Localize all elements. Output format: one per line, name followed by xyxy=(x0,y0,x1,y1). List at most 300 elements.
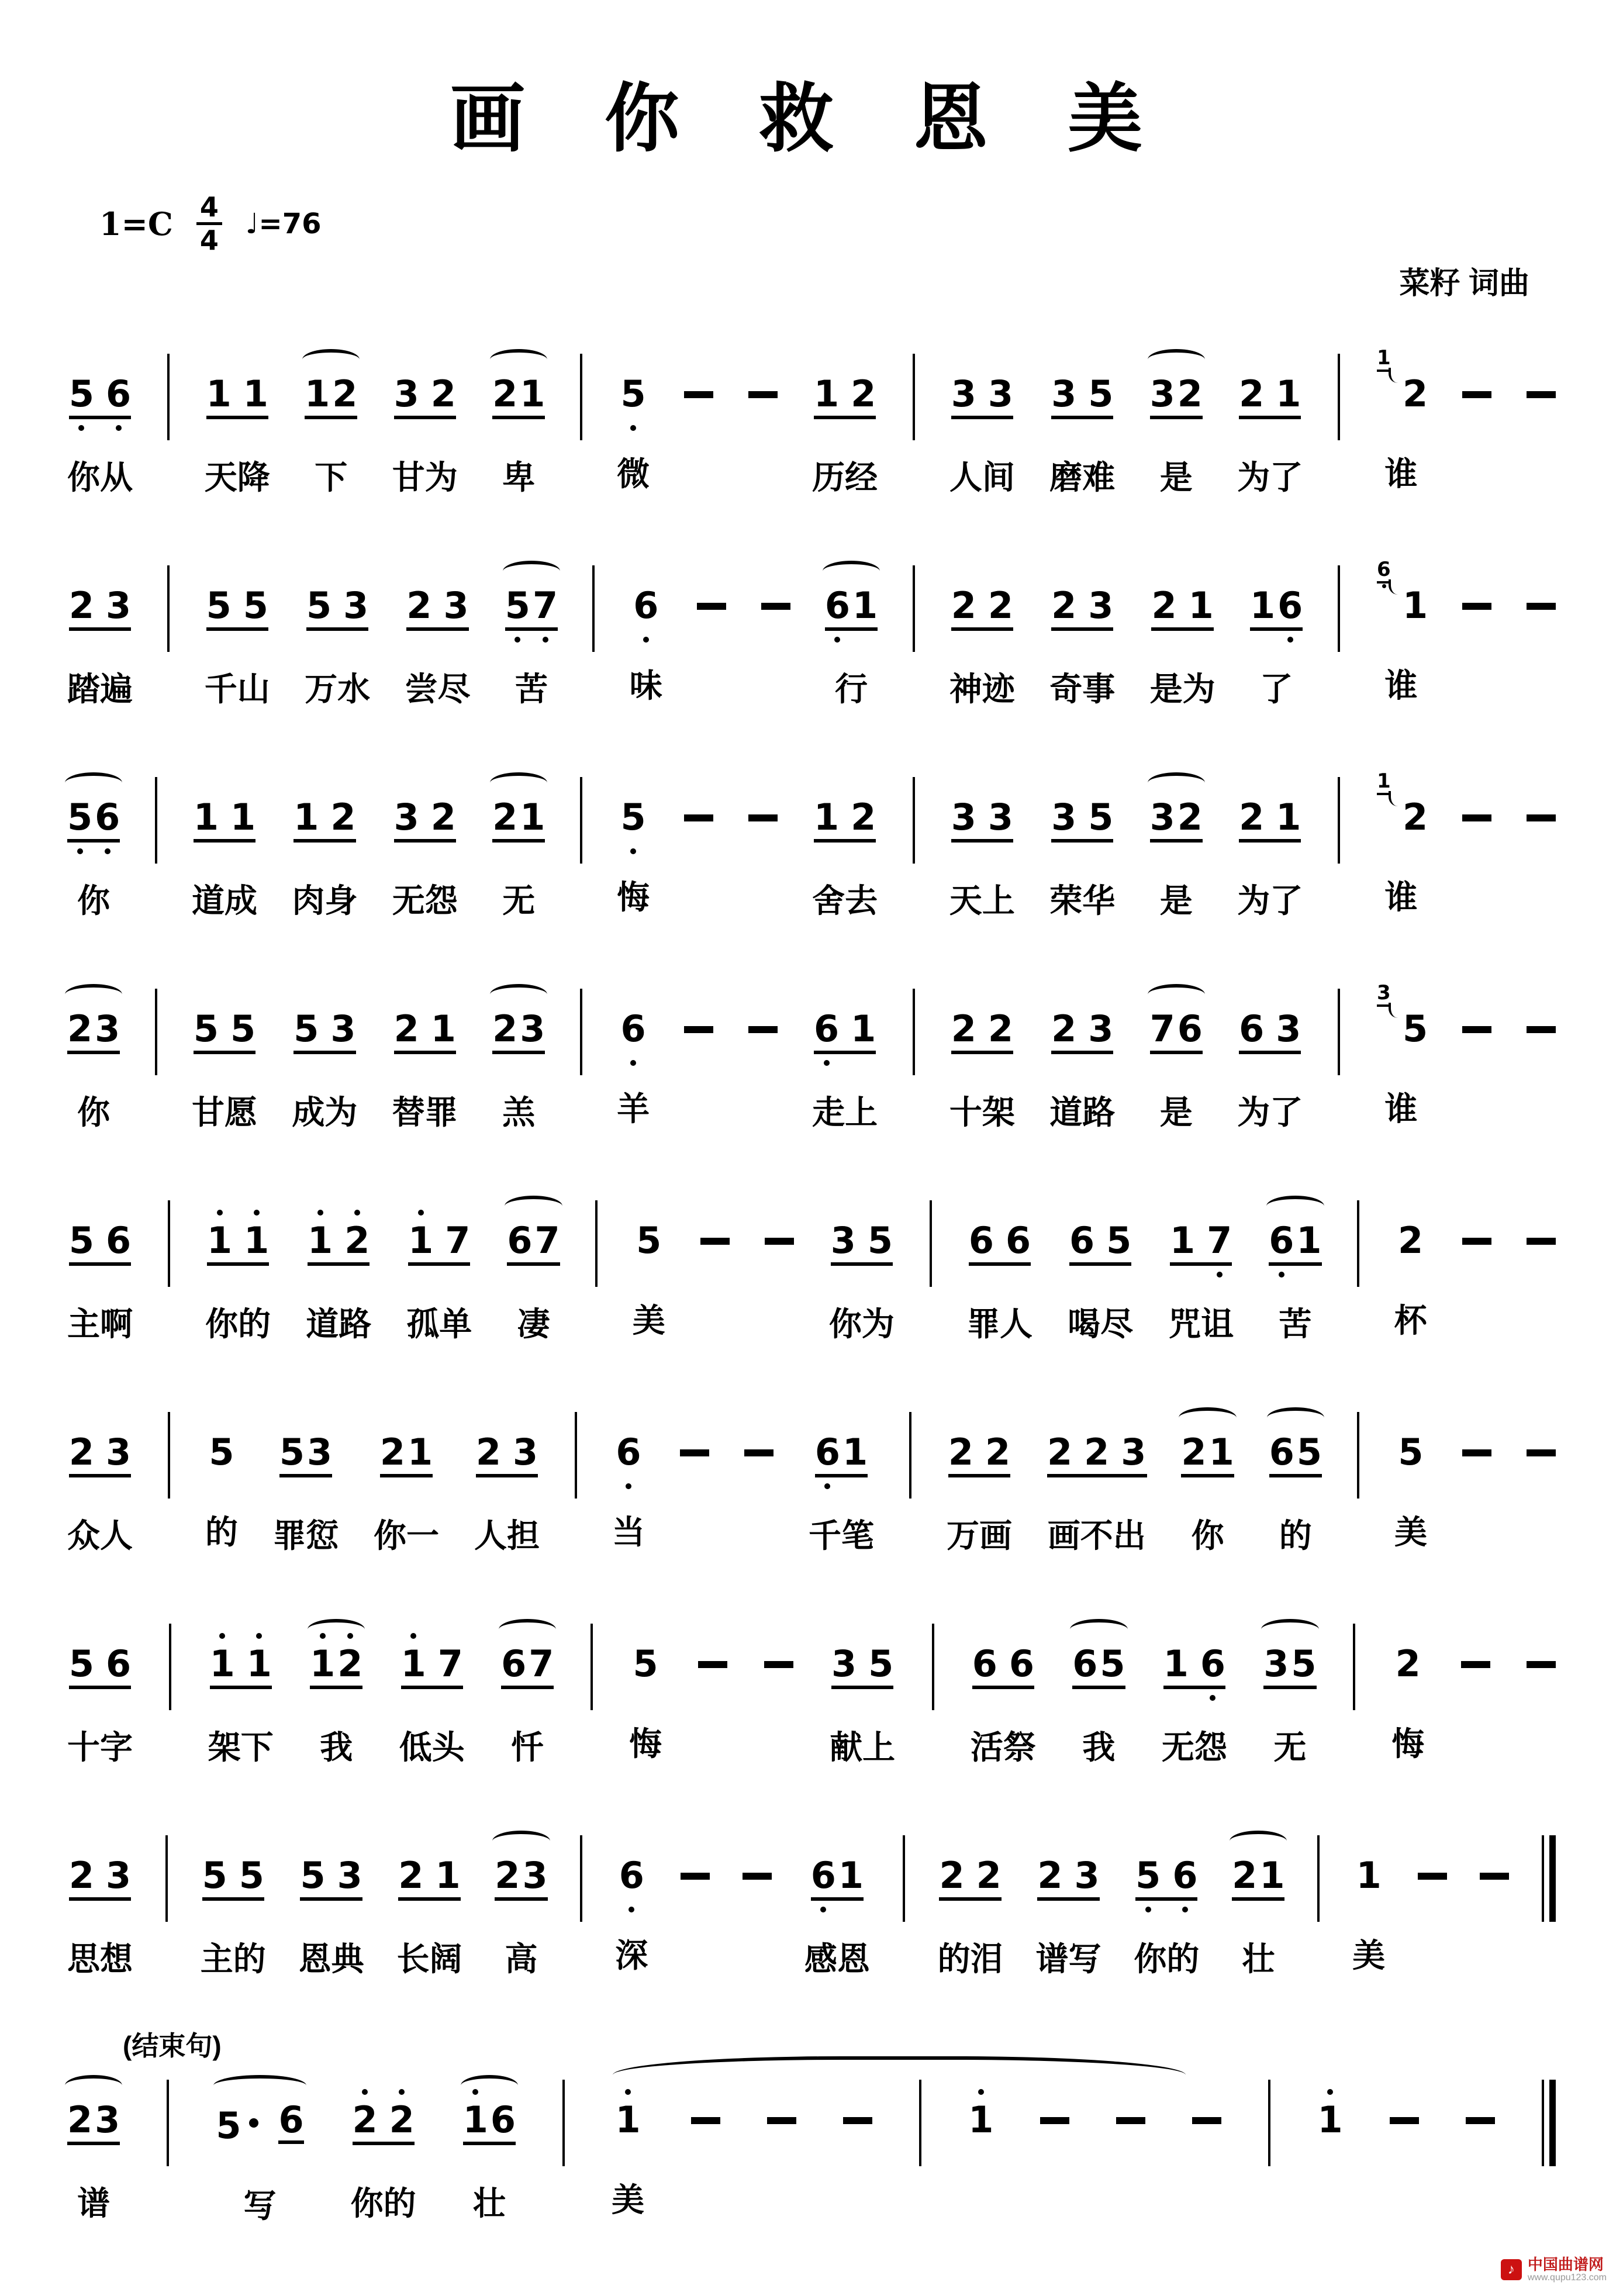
lyric-text: 美 xyxy=(612,2181,645,2218)
note-group xyxy=(67,1190,133,1345)
note-digit: 2 xyxy=(987,1007,1014,1050)
note-group xyxy=(474,1401,540,1557)
note-digit: 2 xyxy=(393,1007,419,1050)
dash-note xyxy=(843,2117,872,2124)
notes xyxy=(408,1190,470,1290)
note-digit: 3 xyxy=(95,1007,120,1050)
note-group xyxy=(67,2069,120,2225)
composer-credit: 菜籽 词曲 xyxy=(1399,266,1529,301)
barline xyxy=(167,2080,169,2166)
lyric-text: 谁 xyxy=(1384,1090,1418,1127)
note-cluster xyxy=(951,584,1014,631)
notes xyxy=(394,343,456,444)
note-group xyxy=(809,1401,874,1557)
lyric-text: 万画 xyxy=(947,1517,1012,1554)
note-group xyxy=(1150,343,1203,499)
barline xyxy=(903,1835,905,1922)
note-group xyxy=(1049,978,1115,1134)
note-digit: 3 xyxy=(513,1430,538,1473)
time-signature-bottom: 4 xyxy=(199,225,219,257)
note-cluster xyxy=(202,1853,264,1901)
note-digit: 1 xyxy=(246,1642,272,1685)
slur-arc xyxy=(302,349,360,370)
note-digit: 5 xyxy=(279,1430,305,1473)
barline xyxy=(913,777,915,864)
note-digit: 6 xyxy=(1200,1642,1226,1685)
note-digit: 5 xyxy=(216,2104,241,2147)
note-digit: 2 xyxy=(1239,795,1265,838)
note-cluster xyxy=(1051,795,1114,843)
note-digit: 1 xyxy=(852,584,878,627)
notes xyxy=(951,978,1013,1079)
lyric-text: 甘愿 xyxy=(192,1093,257,1131)
note-group xyxy=(1317,2069,1342,2214)
notes xyxy=(633,1613,658,1710)
note-digit: 1 xyxy=(243,372,268,415)
barline xyxy=(580,1835,582,1922)
note-digit: 7 xyxy=(534,1218,560,1262)
note-cluster xyxy=(814,372,876,419)
note-digit: 6 xyxy=(507,1218,533,1262)
note-cluster xyxy=(308,1218,370,1266)
note-cluster xyxy=(615,2098,641,2142)
note-group xyxy=(292,767,357,922)
note-group xyxy=(192,978,257,1134)
note-group xyxy=(1049,343,1115,499)
note-cluster xyxy=(209,1430,234,1474)
note-digit: 3 xyxy=(307,1430,333,1473)
note-digit: 2 xyxy=(344,1218,370,1262)
grace-hook xyxy=(1389,1003,1400,1018)
note-digit: 6 xyxy=(620,1007,646,1050)
slur-arc xyxy=(503,561,560,582)
note-digit: 3 xyxy=(393,372,419,415)
dash-note xyxy=(748,814,778,821)
slur-arc xyxy=(1266,1196,1324,1217)
dash-note xyxy=(1116,2117,1145,2124)
lyric-text: 罪人 xyxy=(967,1305,1033,1342)
lyric-text: 为了 xyxy=(1237,458,1303,496)
note-cluster xyxy=(68,1218,132,1266)
lyric-text: 的 xyxy=(205,1513,238,1551)
note-group xyxy=(1150,978,1203,1134)
barline xyxy=(168,1412,170,1499)
lyric-text: 人担 xyxy=(474,1517,540,1554)
notes xyxy=(825,555,878,655)
note-digit: 2 xyxy=(1232,1853,1258,1897)
note-digit xyxy=(249,2118,258,2128)
note-cluster xyxy=(1232,1853,1285,1901)
note-group xyxy=(825,555,878,710)
lyric-text: 喝尽 xyxy=(1068,1305,1134,1342)
note-cluster xyxy=(67,1007,120,1054)
note-group xyxy=(192,767,257,922)
note-group xyxy=(617,343,650,495)
notes xyxy=(69,1613,131,1714)
note-digit: 1 xyxy=(814,795,840,838)
barline xyxy=(562,2080,565,2166)
note-cluster xyxy=(636,1218,662,1262)
note-group xyxy=(392,767,458,922)
note-cluster xyxy=(293,1007,356,1054)
lyric-text: 为了 xyxy=(1237,882,1303,919)
note-digit: 2 xyxy=(951,584,976,627)
note-digit: 1 xyxy=(209,1642,235,1685)
note-cluster xyxy=(300,1853,362,1901)
note-digit: 1 xyxy=(308,1218,333,1262)
note-cluster xyxy=(951,372,1014,419)
notes xyxy=(615,2069,640,2166)
lyric-text: 是 xyxy=(1159,458,1193,496)
notes xyxy=(948,1401,1010,1502)
lyric-text: 你 xyxy=(77,1093,110,1131)
note-cluster xyxy=(408,1218,471,1266)
note-digit: 5 xyxy=(243,584,268,627)
note-cluster xyxy=(972,1642,1035,1689)
notes xyxy=(1150,978,1203,1079)
notes xyxy=(293,978,355,1079)
note-digit: 2 xyxy=(67,1007,93,1050)
dash-note xyxy=(1462,1238,1491,1245)
lyric-text: 荣华 xyxy=(1049,882,1116,919)
note-digit: 5 xyxy=(636,1218,662,1262)
lyric-text: 无 xyxy=(1273,1728,1307,1766)
slur-arc xyxy=(490,772,547,793)
note-cluster xyxy=(633,1642,658,1686)
note-group xyxy=(804,1825,870,1980)
notes xyxy=(209,1401,234,1499)
note-cluster xyxy=(206,372,268,419)
note-group xyxy=(829,1190,895,1345)
notes xyxy=(505,555,558,655)
note-cluster xyxy=(1398,1430,1424,1474)
note-digit: 6 xyxy=(619,1853,644,1897)
note-cluster xyxy=(507,1218,560,1266)
note-group xyxy=(617,978,650,1130)
notes xyxy=(1051,978,1113,1079)
note-group xyxy=(216,2069,303,2227)
notes xyxy=(69,343,131,444)
note-digit: 3 xyxy=(95,2098,120,2141)
note-digit: 1 xyxy=(520,372,545,415)
dash-note xyxy=(748,391,778,398)
lyric-text: 谱写 xyxy=(1035,1940,1101,1977)
lyric-text: 十字 xyxy=(67,1728,133,1766)
note-group xyxy=(492,978,545,1134)
notes xyxy=(815,1401,868,1502)
note-group xyxy=(1237,767,1303,922)
note-cluster xyxy=(619,1853,644,1897)
note-digit: 1 xyxy=(310,1642,336,1685)
note-digit: 2 xyxy=(1084,1430,1110,1473)
barline xyxy=(575,1412,577,1499)
note-digit: 6 xyxy=(1269,1218,1294,1262)
dash-note xyxy=(1527,1026,1556,1033)
note-digit: 6 xyxy=(814,1007,840,1050)
note-digit: 2 xyxy=(1051,1007,1077,1050)
notes xyxy=(1051,343,1113,444)
note-digit: 3 xyxy=(393,795,419,838)
lyric-text: 卑 xyxy=(502,458,536,496)
note-digit: 2 xyxy=(976,1853,1002,1897)
note-group xyxy=(1047,1401,1146,1557)
note-cluster xyxy=(406,584,469,631)
note-group xyxy=(949,978,1015,1134)
note-cluster xyxy=(495,1853,548,1901)
music-line xyxy=(67,978,1556,1134)
note-digit: 3 xyxy=(987,372,1014,415)
note-group xyxy=(399,1613,465,1769)
note-group xyxy=(1049,555,1115,710)
note-group xyxy=(67,1825,133,1980)
note-digit: 3 xyxy=(343,584,369,627)
note-digit: 1 xyxy=(838,1853,864,1897)
lyric-text: 美 xyxy=(1394,1513,1427,1551)
note-group xyxy=(949,555,1015,710)
note-group xyxy=(374,1401,439,1557)
note-digit: 3 xyxy=(106,584,132,627)
lyric-text: 忏 xyxy=(511,1728,544,1766)
music-line xyxy=(67,1613,1556,1769)
note-digit: 6 xyxy=(95,795,120,838)
note-digit: 2 xyxy=(332,372,358,415)
notes xyxy=(1269,1190,1321,1290)
notes xyxy=(310,1613,362,1714)
note-digit: 5 xyxy=(1296,1430,1322,1473)
note-cluster xyxy=(1151,584,1214,631)
notes xyxy=(814,343,876,444)
dash-note xyxy=(1390,2117,1419,2124)
note-digit: 6 xyxy=(1172,1853,1198,1897)
note-cluster xyxy=(1051,1007,1114,1054)
note-digit: 3 xyxy=(1088,584,1114,627)
note-group xyxy=(396,1825,462,1980)
dash-note xyxy=(684,391,713,398)
lyric-text: 感恩 xyxy=(804,1940,870,1977)
dash-note xyxy=(1462,1449,1491,1456)
note-digit: 5 xyxy=(68,1642,94,1685)
notes xyxy=(67,767,120,867)
music-line xyxy=(67,1401,1556,1557)
notes xyxy=(1135,1825,1197,1925)
note-cluster xyxy=(1170,1218,1232,1266)
note-group xyxy=(1150,767,1203,922)
note-group xyxy=(1237,978,1303,1134)
note-digit: 3 xyxy=(831,1642,857,1685)
notes xyxy=(633,555,658,652)
note-digit: 5 xyxy=(1100,1642,1125,1685)
note-digit: 1 xyxy=(1276,795,1301,838)
slur-arc xyxy=(1267,1407,1324,1428)
lyric-text: 献上 xyxy=(830,1728,896,1766)
note-group xyxy=(67,555,133,710)
lyric-text: 深 xyxy=(615,1936,648,1974)
note-digit: 3 xyxy=(1149,372,1175,415)
note-digit: 3 xyxy=(330,1007,356,1050)
lyric-text: 低头 xyxy=(399,1728,465,1766)
note-cluster xyxy=(1376,557,1428,627)
notes xyxy=(1396,1613,1421,1710)
notes xyxy=(394,978,456,1079)
site-watermark[interactable] xyxy=(1501,2256,1607,2283)
key-tempo-row xyxy=(99,193,1556,255)
lyric-text: 舍去 xyxy=(812,882,878,919)
note-group xyxy=(1391,1613,1424,1765)
note-group xyxy=(1263,1613,1316,1769)
dash-note xyxy=(1527,814,1556,821)
note-digit: 6 xyxy=(810,1853,836,1897)
note-digit: 6 xyxy=(814,1430,840,1473)
note-group xyxy=(67,1613,133,1769)
note-cluster xyxy=(462,2098,516,2145)
note-digit: 2 xyxy=(495,1853,520,1897)
note-digit: 2 xyxy=(492,372,518,415)
note-cluster xyxy=(1376,980,1428,1051)
note-group xyxy=(205,555,270,710)
notes xyxy=(305,343,357,444)
barline xyxy=(1353,1624,1355,1710)
slur-arc xyxy=(1148,349,1205,370)
lyric-text: 我 xyxy=(320,1728,353,1766)
note-cluster xyxy=(475,1430,538,1477)
lyric-text: 十架 xyxy=(949,1093,1015,1131)
note-group xyxy=(1232,1825,1284,1980)
note-digit: 6 xyxy=(824,584,851,627)
notes xyxy=(621,343,646,440)
barline xyxy=(909,1412,911,1499)
notes xyxy=(1239,767,1301,867)
barline xyxy=(167,565,170,652)
slur-arc xyxy=(65,984,122,1005)
note-group xyxy=(501,1613,554,1769)
notes xyxy=(353,2069,415,2170)
lyric-text: 踏遍 xyxy=(67,670,133,707)
note-cluster xyxy=(1269,1218,1322,1266)
watermark-site-name: 中国曲谱网 xyxy=(1527,2255,1604,2273)
dash-note xyxy=(697,603,726,610)
page-title: 画 你 救 恩 美 xyxy=(450,78,1173,161)
lyric-text: 千山 xyxy=(204,670,270,707)
notes xyxy=(293,767,355,867)
notes xyxy=(380,1401,433,1502)
note-digit: 5 xyxy=(209,1430,234,1473)
notes xyxy=(1375,555,1428,652)
dash-note xyxy=(743,1873,772,1880)
lyric-text: 走上 xyxy=(812,1093,878,1131)
notes xyxy=(972,1613,1034,1714)
notes xyxy=(1072,1613,1125,1714)
lyric-text: 你一 xyxy=(374,1517,439,1554)
note-group xyxy=(1049,767,1115,922)
note-cluster xyxy=(1069,1218,1132,1266)
note-digit: 3 xyxy=(1074,1853,1100,1897)
note-cluster xyxy=(393,1007,456,1054)
note-group xyxy=(205,1190,271,1345)
note-digit: 1 xyxy=(1208,1430,1234,1473)
note-digit: 2 xyxy=(1239,372,1265,415)
note-cluster xyxy=(810,1853,864,1901)
notes xyxy=(69,555,131,655)
lyric-text: 的泪 xyxy=(937,1940,1003,1977)
note-digit: 5 xyxy=(239,1853,264,1897)
note-digit: 2 xyxy=(352,2098,378,2141)
note-digit: 2 xyxy=(1177,372,1203,415)
barline xyxy=(592,565,595,652)
lyric-text: 万水 xyxy=(305,670,371,707)
note-digit: 5 xyxy=(206,584,232,627)
dash-note xyxy=(1462,603,1491,610)
lyric-text: 羊 xyxy=(617,1090,650,1127)
note-cluster xyxy=(68,1430,132,1477)
note-cluster xyxy=(209,1642,272,1689)
barline xyxy=(165,1835,168,1922)
note-digit: 6 xyxy=(1006,1218,1031,1262)
grace-note: 3 xyxy=(1377,983,1391,1007)
slur-arc xyxy=(505,1196,562,1217)
note-group xyxy=(351,2069,416,2225)
lyric-text: 甘为 xyxy=(392,458,458,496)
notes xyxy=(1317,2069,1342,2166)
notes xyxy=(67,2069,120,2170)
barline xyxy=(167,354,170,440)
dash-note xyxy=(684,814,713,821)
note-digit: 5 xyxy=(306,584,332,627)
dash-note xyxy=(1527,1449,1556,1456)
note-cluster xyxy=(206,584,268,631)
notes xyxy=(194,978,255,1079)
note-digit: 5 xyxy=(633,1642,658,1685)
note-digit: 3 xyxy=(520,1007,545,1050)
score-ending xyxy=(67,2069,1556,2227)
notes xyxy=(1375,978,1428,1075)
slur-arc xyxy=(213,2075,306,2096)
lyric-text: 苦 xyxy=(514,670,548,707)
note-cluster xyxy=(1239,1007,1301,1054)
note-group xyxy=(629,1613,662,1765)
lyric-text: 你从 xyxy=(67,458,133,496)
notes xyxy=(216,2069,303,2172)
note-digit: 6 xyxy=(501,1642,527,1685)
music-note-icon: ♪ xyxy=(1501,2259,1522,2280)
note-cluster xyxy=(492,1007,545,1054)
note-group xyxy=(812,767,878,922)
notes xyxy=(1151,555,1213,655)
notes xyxy=(1250,555,1303,655)
lyric-text: 活祭 xyxy=(970,1728,1036,1766)
note-group xyxy=(633,1190,665,1342)
slur-arc xyxy=(1261,1619,1318,1640)
note-cluster xyxy=(68,372,132,419)
note-digit: 2 xyxy=(337,1642,363,1685)
note-cluster xyxy=(1163,1642,1226,1689)
notes xyxy=(814,767,876,867)
dash-note xyxy=(1462,391,1491,398)
notes xyxy=(616,1401,641,1499)
note-digit: 7 xyxy=(437,1642,463,1685)
note-group xyxy=(1352,1825,1385,1977)
dash-note xyxy=(765,1238,794,1245)
dash-note xyxy=(698,1661,727,1668)
note-digit: 1 xyxy=(305,372,330,415)
note-cluster xyxy=(293,795,356,843)
note-cluster xyxy=(1376,769,1428,839)
note-digit: 5 xyxy=(202,1853,227,1897)
note-digit: 5 xyxy=(1088,795,1114,838)
note-digit: 3 xyxy=(1051,372,1077,415)
note-group xyxy=(1181,1401,1234,1557)
note-cluster xyxy=(1037,1853,1100,1901)
note-group xyxy=(201,1825,266,1980)
